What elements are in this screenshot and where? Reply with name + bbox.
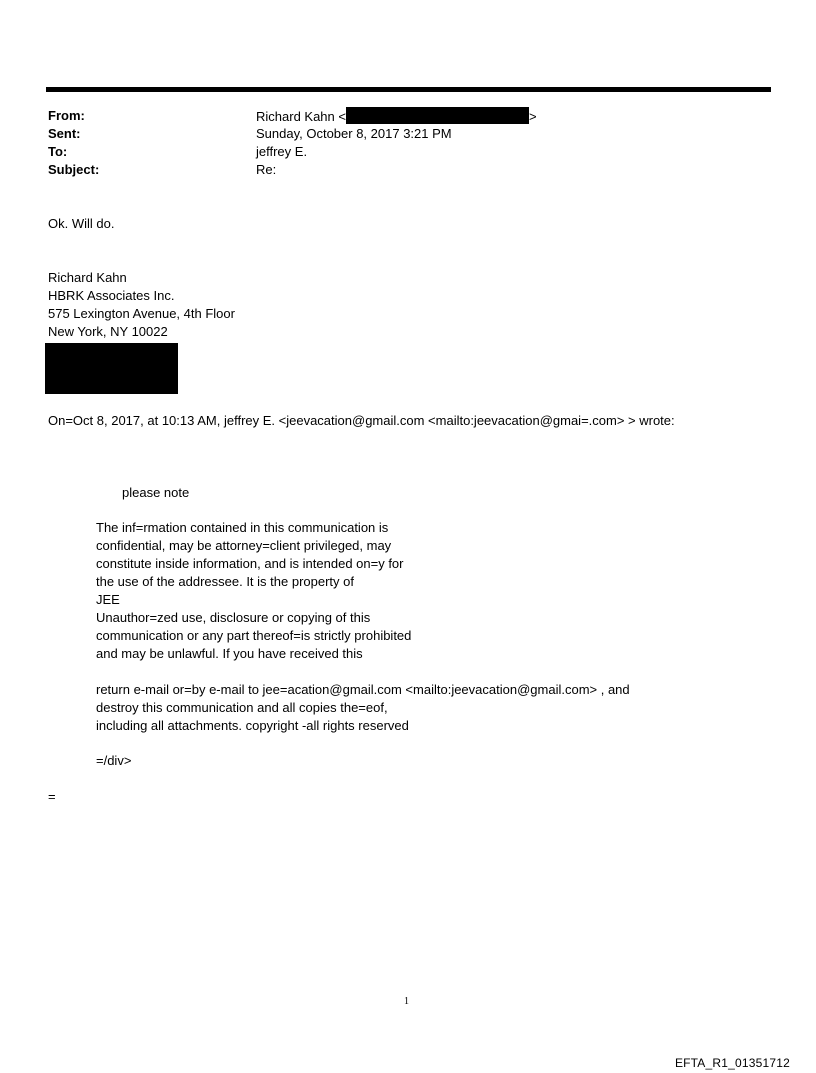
sent-row	[48, 125, 81, 143]
quoted-line: communication or any part thereof=is strictly prohibited	[96, 628, 412, 643]
to-label: To:	[48, 144, 68, 159]
page-number: 1	[404, 996, 409, 1007]
redaction-block	[45, 343, 178, 394]
subject-value: Re:	[256, 162, 277, 177]
quoted-line: JEE	[96, 592, 120, 607]
from-row	[48, 107, 85, 125]
quoted-div-close: =/div>	[96, 753, 132, 768]
sent-value: Sunday, October 8, 2017 3:21 PM	[256, 126, 452, 141]
quoted-paragraph-1	[96, 519, 411, 663]
quoted-line: confidential, may be attorney=client privileged, may	[96, 538, 392, 553]
subject-label: Subject:	[48, 162, 100, 177]
signature-company: HBRK Associates Inc.	[48, 288, 175, 303]
quoted-line: destroy this communication and all copies the=eof,	[96, 700, 388, 715]
reply-text: Ok. Will do.	[48, 216, 115, 231]
quoted-line: including all attachments. copyright -all rights reserved	[96, 718, 409, 733]
signature	[48, 269, 235, 341]
quoted-line: return e-mail or=by e-mail to jee=acation@gmail.com <mailto:jeevacation@gmail.com> , and	[96, 682, 630, 697]
quote-intro: On=Oct 8, 2017, at 10:13 AM, jeffrey E. <jeevacation@gmail.com <mailto:jeevacation@gmai=.com> > wrote:	[48, 413, 675, 428]
subject-row	[48, 161, 99, 179]
signature-name: Richard Kahn	[48, 270, 127, 285]
to-row	[48, 143, 67, 161]
quoted-line: the use of the addressee. It is the property of	[96, 574, 354, 589]
from-label: From:	[48, 108, 85, 123]
quoted-line: The inf=rmation contained in this communication is	[96, 520, 389, 535]
redaction-email	[346, 107, 529, 124]
quoted-note: please note	[122, 485, 190, 500]
quoted-line: constitute inside information, and is intended on=y for	[96, 556, 404, 571]
header-rule	[46, 87, 771, 92]
quoted-line: Unauthor=zed use, disclosure or copying of this	[96, 610, 371, 625]
from-value: Richard Kahn < >	[256, 109, 537, 124]
sent-label: Sent:	[48, 126, 81, 141]
quoted-paragraph-2	[96, 681, 630, 735]
to-value: jeffrey E.	[256, 144, 308, 159]
bates-number: EFTA_R1_01351712	[674, 1056, 790, 1070]
quoted-line: and may be unlawful. If you have received this	[96, 646, 363, 661]
signature-address-line2: New York, NY 10022	[48, 324, 168, 339]
signature-address-line1: 575 Lexington Avenue, 4th Floor	[48, 306, 235, 321]
trailing-equals: =	[48, 789, 56, 804]
